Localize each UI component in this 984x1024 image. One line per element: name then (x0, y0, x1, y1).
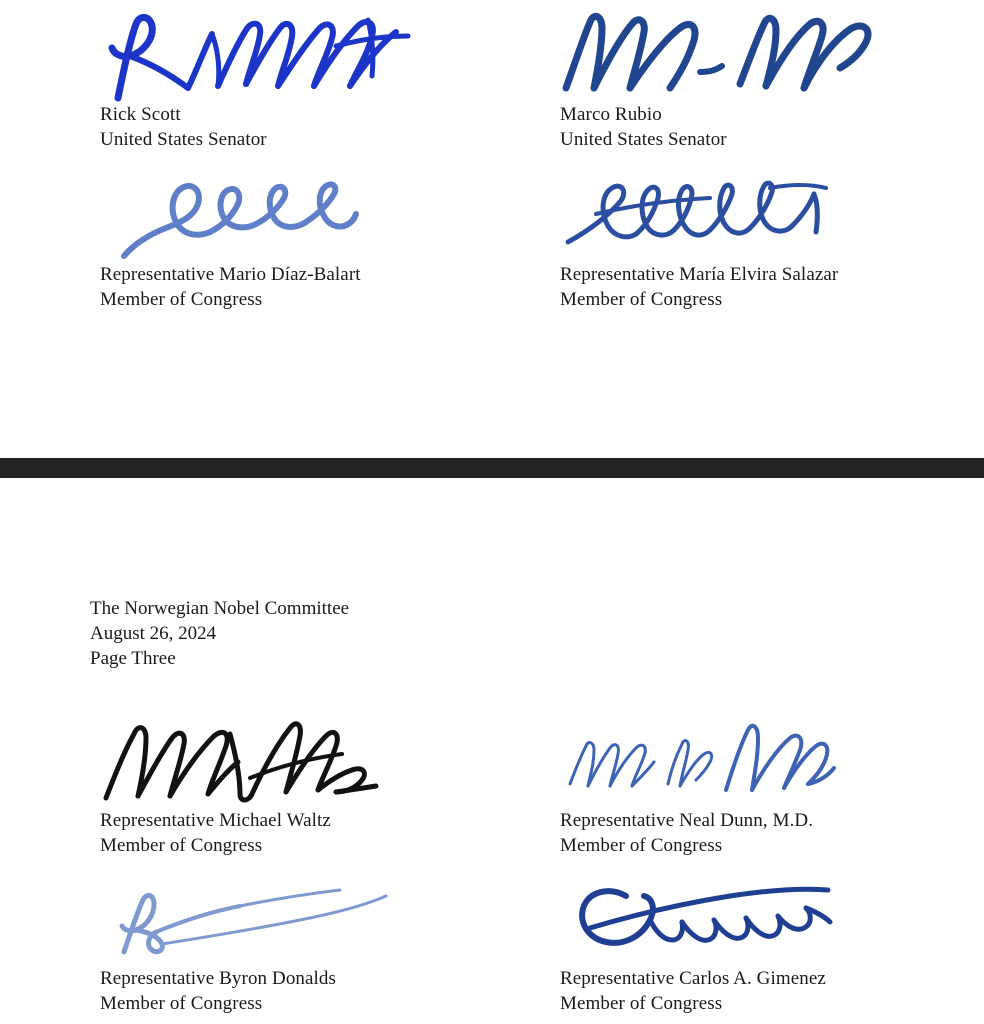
signer-name: Representative Carlos A. Gimenez (560, 968, 826, 989)
signer-name: Marco Rubio (560, 104, 662, 125)
signature-image-carlos-gimenez (560, 874, 980, 966)
signature-block (560, 10, 980, 152)
signer-title: Member of Congress (100, 289, 263, 310)
signature-block (100, 874, 520, 1016)
signer-title: United States Senator (100, 129, 267, 150)
letterhead (90, 596, 349, 671)
signature-image-neal-dunn (560, 716, 980, 808)
signature-block (560, 170, 980, 312)
signature-block (100, 170, 520, 312)
signer-title: Member of Congress (100, 993, 263, 1014)
signature-image-marco-rubio (560, 10, 980, 102)
signer-title: Member of Congress (560, 835, 723, 856)
signer-name: Representative Byron Donalds (100, 968, 337, 989)
document-page-two (0, 478, 984, 1024)
signature-image-michael-waltz (100, 716, 520, 808)
signer-name: Representative Mario Díaz-Balart (100, 264, 361, 285)
document-page-one (0, 0, 984, 458)
signature-block (100, 716, 520, 858)
signer-title: Member of Congress (560, 289, 723, 310)
signature-block (560, 874, 980, 1016)
signature-image-rick-scott (100, 10, 520, 102)
signature-image-maria-elvira-salazar (560, 170, 980, 262)
signature-block (560, 716, 980, 858)
signer-title: Member of Congress (560, 993, 723, 1014)
signer-name: Rick Scott (100, 104, 181, 125)
page-separator-band (0, 458, 984, 478)
letterhead-page-label: Page Three (90, 648, 176, 669)
signer-title: United States Senator (560, 129, 727, 150)
signature-image-mario-diaz-balart (100, 170, 520, 262)
signer-name: Representative Michael Waltz (100, 810, 331, 831)
signer-name: Representative Neal Dunn, M.D. (560, 810, 814, 831)
letterhead-recipient: The Norwegian Nobel Committee (90, 598, 350, 619)
signer-title: Member of Congress (100, 835, 263, 856)
signature-block (100, 10, 520, 152)
signature-image-byron-donalds (100, 874, 520, 966)
signer-name: Representative María Elvira Salazar (560, 264, 839, 285)
letterhead-date: August 26, 2024 (90, 623, 217, 644)
